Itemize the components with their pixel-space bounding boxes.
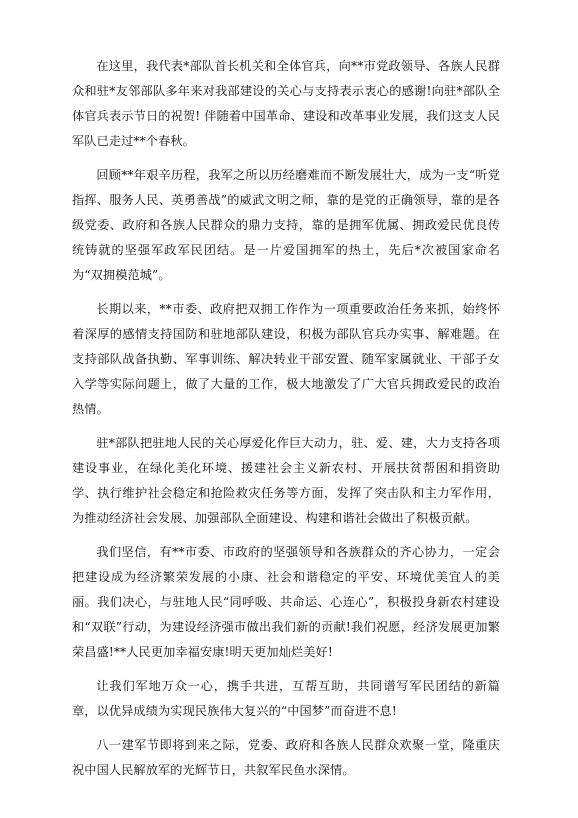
paragraph-thanks: 在这里，我代表*部队首长机关和全体官兵，向**市党政领导、各族人民群众和驻*友邻部队多年来对我部建设的关心与支持表示衷心的感谢!向驻*部队全体官兵表示节日的祝贺! 伴随着中国革命、建设和改革事业发展，我们这支人民军队已走过**个春秋。 <box>72 59 500 148</box>
paragraph-belief: 我们坚信，有**市委、市政府的坚强领导和各族群众的齐心协力，一定会把建设成为经济繁荣发展的小康、社会和谐稳定的平安、环境优美宜人的美丽。我们决心，与驻地人民“同呼吸、共命运、心连心”，积极投身新农村建设和“双联”行动，为建设经济强市做出我们新的贡献!我们祝愿，经济发展更加繁荣昌盛!**人民更加幸福安康!明天更加灿烂美好! <box>72 545 500 659</box>
paragraph-history: 回顾**年艰辛历程，我军之所以历经磨难而不断发展壮大，成为一支“听党指挥、服务人民、英勇善战”的威武文明之师，靠的是党的正确领导，靠的是各级党委、政府和各族人民群众的鼎力支持，靠的是拥军优属、拥政爱民优良传统铸就的坚强军政军民团结。是一片爱国拥军的热土，先后*次被国家命名为“双拥模范城”。 <box>72 168 500 282</box>
paragraph-troop-contribution: 驻*部队把驻地人民的关心厚爱化作巨大动力，驻、爱、建，大力支持各项建设事业，在绿化美化环境、援建社会主义新农村、开展扶贫帮困和捐资助学、执行维护社会稳定和抢险救灾任务等方面，发挥了突击队和主力军作用，为推动经济社会发展、加强部队全面建设、构建和谐社会做出了积极贡献。 <box>72 436 500 525</box>
paragraph-celebration: 八一建军节即将到来之际，党委、政府和各族人民群众欢聚一堂，隆重庆祝中国人民解放军的光辉节日，共叙军民鱼水深情。 <box>72 738 500 777</box>
paragraph-call-to-action: 让我们军地万众一心，携手共进，互帮互助，共同谱写军民团结的新篇章，以优异成绩为实现民族伟大复兴的“中国梦”而奋进不息! <box>72 679 500 718</box>
paragraph-city-support: 长期以来，**市委、政府把双拥工作作为一项重要政治任务来抓，始终怀着深厚的感情支持国防和驻地部队建设，积极为部队官兵办实事、解难题。在支持部队战备执勤、军事训练、解决转业干部安置、随军家属就业、干部子女入学等实际问题上，做了大量的工作，极大地激发了广大官兵拥政爱民的政治热情。 <box>72 302 500 416</box>
